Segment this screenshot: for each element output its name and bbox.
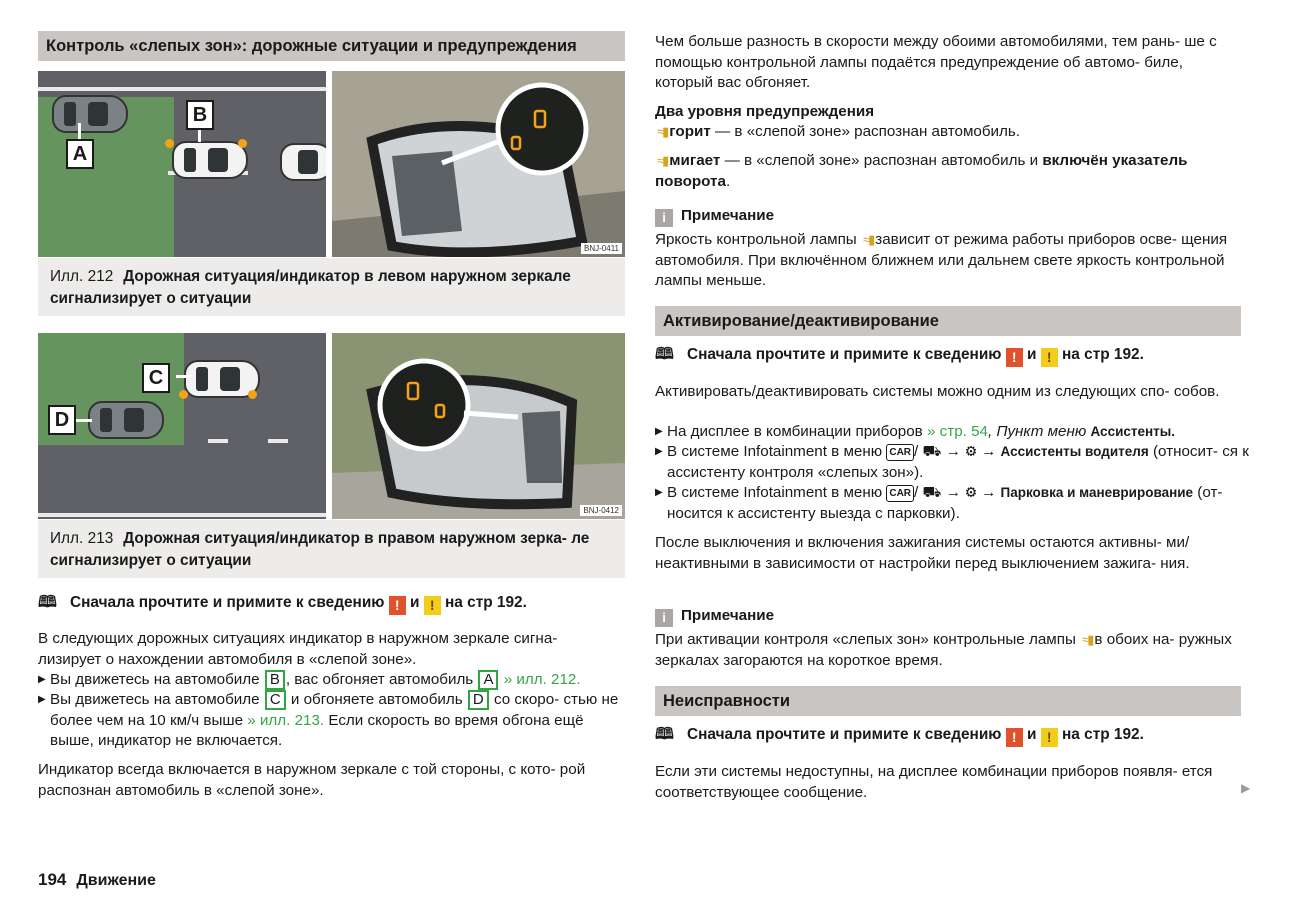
- page-footer: [38, 870, 156, 890]
- read-first-line: 🕮 Сначала прочтите и примите к сведению ! и ! на стр 192.: [38, 594, 527, 613]
- warning-yellow-icon: !: [424, 596, 441, 615]
- warning-yellow-icon: !: [1041, 728, 1058, 747]
- book-icon: 🕮: [38, 594, 57, 611]
- car-d: [88, 401, 164, 439]
- figure-213-caption: [38, 520, 625, 578]
- blind-spot-indicator-icon: ≈▮: [862, 232, 874, 247]
- intro-paragraph: В следующих дорожных ситуациях индикатор в наружном зеркале сигна- лизирует о нахождении автомобиля в «слепой зоне».: [38, 630, 558, 668]
- ref-box-b: B: [265, 670, 285, 690]
- list-item: ▶ В системе Infotainment в меню CAR / ⛟ → ⚙ → Парковка и маневрирование (от- носится к ассистенту выезда с парковки).: [655, 483, 1253, 524]
- label-b: B: [186, 100, 214, 130]
- after-ignition-paragraph: После выключения и включения зажигания системы остаются активны- ми/неактивными в зависимости от настройки перед выключением зажига- ния.: [655, 534, 1190, 572]
- car-a: [52, 95, 128, 133]
- section-title-blind-spot: Контроль «слепых зон»: дорожные ситуации и предупреждения: [38, 31, 625, 61]
- list-item: ▶ Вы движетесь на автомобиле C и обгоняете автомобиль D со скоро- стью не более чем на 10 км/ч выше » илл. 213. Если скорость во время обгона ещё выше, индикатор не включается.: [38, 690, 625, 752]
- figure-caption-text: Дорожная ситуация/индикатор в левом наружном зеркале сигнализирует о ситуации: [50, 268, 571, 307]
- figure-213: [38, 333, 625, 519]
- figure-number: Илл. 213: [50, 530, 114, 547]
- figure-caption-text: Дорожная ситуация/индикатор в правом наружном зерка- ле сигнализирует о ситуации: [50, 530, 590, 569]
- figure-code: BNJ-0411: [581, 243, 622, 254]
- info-icon: i: [655, 209, 673, 227]
- levels-title: Два уровня предупреждения: [655, 103, 875, 120]
- speed-paragraph: Чем больше разность в скорости между обоими автомобилями, тем рань- ше с помощью контрольной лампы подаётся предупреждение об автомо- биле, который вас обгоняет.: [655, 33, 1217, 91]
- chapter-title: Движение: [76, 872, 156, 889]
- mirror-scene-213: [332, 333, 625, 519]
- label-d: D: [48, 405, 76, 435]
- blind-spot-indicator-icon: ≈▮: [657, 124, 668, 139]
- blind-spot-indicator-icon: ≈▮: [1082, 632, 1093, 647]
- label-a: A: [66, 139, 94, 169]
- note-text: При активации контроля «слепых зон» контрольные лампы ≈▮ в обоих на- ружных зеркалах загораются на короткое время.: [655, 631, 1232, 669]
- level-on: ≈▮ горит — в «слепой зоне» распознан автомобиль.: [657, 123, 1021, 140]
- page-ref-link[interactable]: » стр. 54: [927, 423, 988, 440]
- figure-code: BNJ-0412: [580, 505, 622, 516]
- menu-path: / ⛟ → ⚙ →: [914, 484, 997, 501]
- read-first-line: 🕮 Сначала прочтите и примите к сведению ! и ! на стр 192.: [655, 726, 1144, 745]
- warning-red-icon: !: [1006, 728, 1023, 747]
- list-item: ▶ Вы движетесь на автомобиле B , вас обгоняет автомобиль A » илл. 212.: [38, 670, 625, 691]
- note-title: i Примечание: [655, 206, 774, 227]
- figure-ref-link[interactable]: » илл. 213.: [247, 711, 325, 729]
- note-text: Яркость контрольной лампы ≈▮ зависит от режима работы приборов осве- щения автомобиля. При включённом ближнем или дальнем свете яркость контрольной лампы меньше.: [655, 231, 1228, 289]
- mirror-illustration-right: [332, 333, 625, 519]
- warning-red-icon: !: [389, 596, 406, 615]
- figure-ref-link[interactable]: » илл. 212.: [503, 671, 581, 688]
- mirror-illustration-left: [332, 71, 625, 257]
- list-item: ▶ В системе Infotainment в меню CAR / ⛟ → ⚙ → Ассистенты водителя (относит- ся к ассистенту контроля «слепых зон»).: [655, 442, 1253, 483]
- road-scene-213: [38, 333, 326, 519]
- warning-yellow-icon: !: [1041, 348, 1058, 367]
- figure-number: Илл. 212: [50, 268, 114, 285]
- warning-red-icon: !: [1006, 348, 1023, 367]
- car-c: [184, 360, 260, 398]
- ref-box-d: D: [468, 690, 489, 710]
- info-icon: i: [655, 609, 673, 627]
- read-first-line: 🕮 Сначала прочтите и примите к сведению ! и ! на стр 192.: [655, 346, 1144, 365]
- book-icon: 🕮: [655, 346, 674, 363]
- activate-intro: Активировать/деактивировать системы можно одним из следующих спо- собов.: [655, 383, 1220, 400]
- outro-paragraph: Индикатор всегда включается в наружном зеркале с той стороны, с кото- рой распознан автомобиль в «слепой зоне».: [38, 761, 586, 799]
- level-flash: ≈▮ мигает — в «слепой зоне» распознан автомобиль и включён указатель поворота.: [655, 152, 1188, 190]
- figure-212-caption: [38, 258, 625, 316]
- car-menu-button[interactable]: CAR: [886, 444, 914, 461]
- note-title: i Примечание: [655, 606, 774, 627]
- faults-text: Если эти системы недоступны, на дисплее комбинации приборов появля- ется соответствующее сообщение.: [655, 763, 1213, 801]
- road-scene-212: [38, 71, 326, 257]
- car-menu-button[interactable]: CAR: [886, 485, 914, 502]
- ref-box-c: C: [265, 690, 286, 710]
- page-number: 194: [38, 870, 67, 889]
- section-title-faults: Неисправности: [655, 686, 1241, 716]
- figure-212: [38, 71, 625, 257]
- car-ahead: [280, 143, 326, 181]
- label-c: C: [142, 363, 170, 393]
- ref-box-a: A: [478, 670, 498, 690]
- book-icon: 🕮: [655, 726, 674, 743]
- section-title-activation: Активирование/деактивирование: [655, 306, 1241, 336]
- list-item: ▶ На дисплее в комбинации приборов » стр. 54, Пункт меню Ассистенты.: [655, 422, 1253, 443]
- car-b: [172, 141, 248, 179]
- blind-spot-indicator-icon: ≈▮: [657, 153, 668, 168]
- menu-path: / ⛟ → ⚙ →: [914, 443, 997, 460]
- next-page-arrow-icon: ▶: [1241, 781, 1251, 795]
- mirror-scene-212: [332, 71, 625, 257]
